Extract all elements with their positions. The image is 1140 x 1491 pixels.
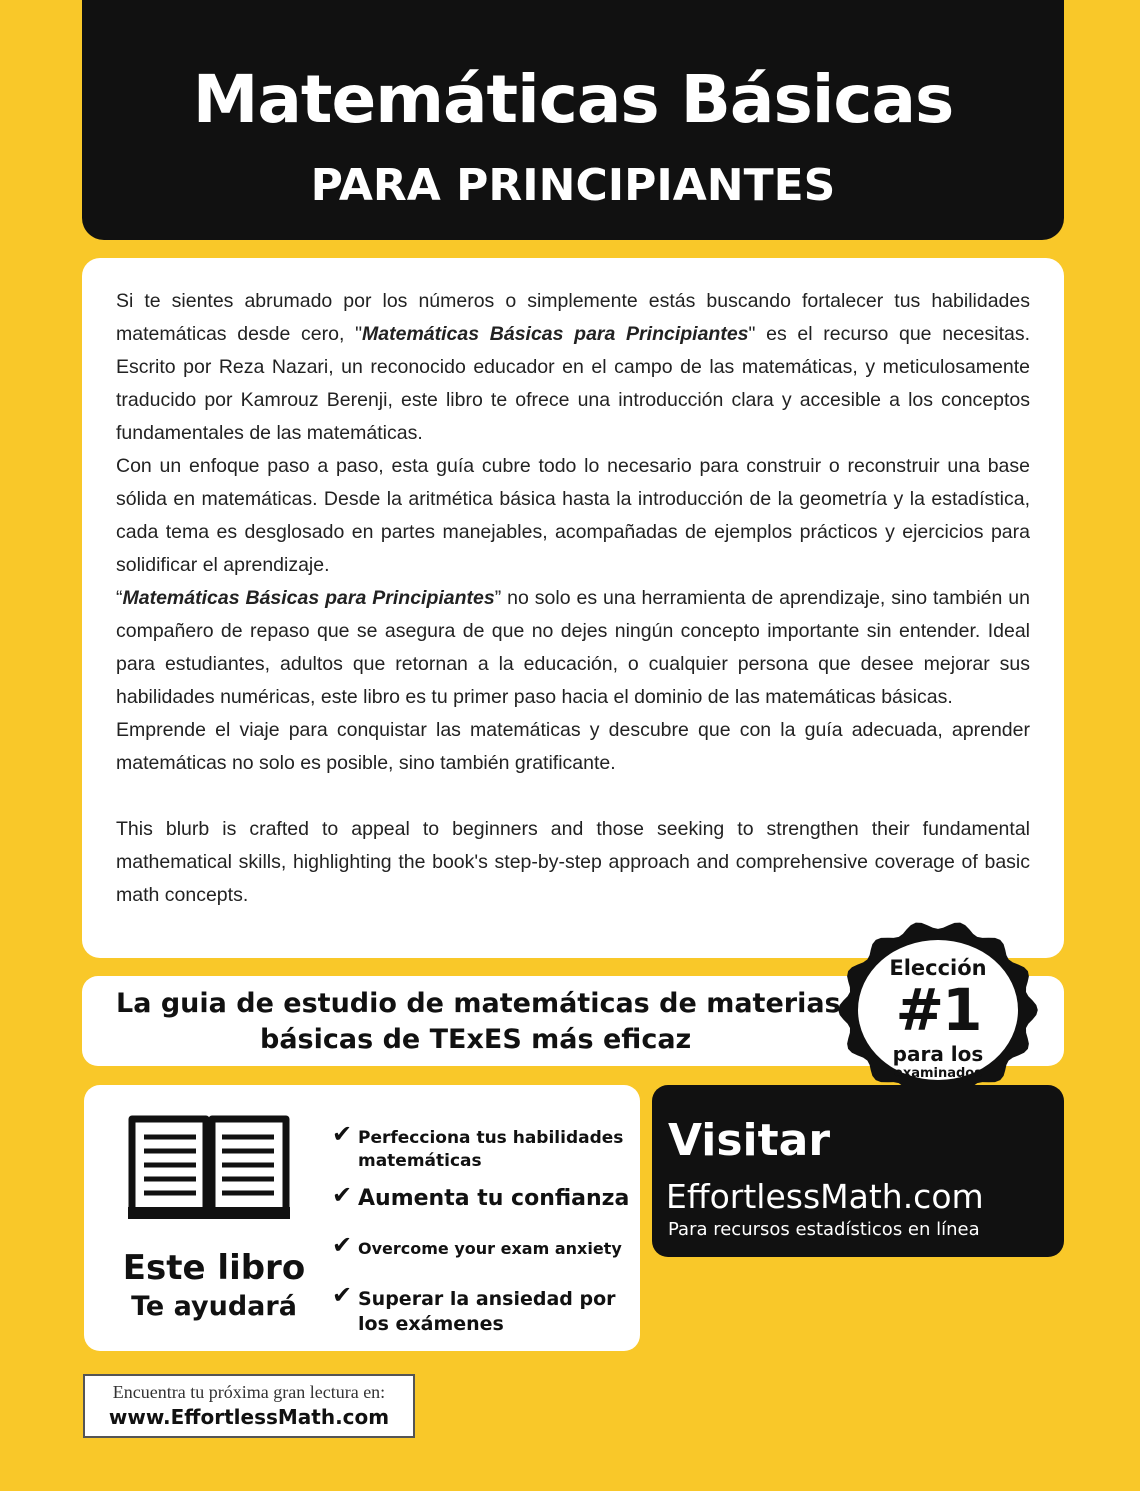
book-name-emphasis: Matemáticas Básicas para Principiantes — [362, 323, 749, 345]
helps-title-line-2: Te ayudará — [131, 1291, 297, 1322]
book-name-emphasis: Matemáticas Básicas para Principiantes — [122, 587, 495, 609]
badge-examinados: examinados — [894, 1066, 982, 1081]
blurb-text: “ — [116, 587, 123, 609]
tagline-line-1: La guia de estudio de matemáticas de materias — [116, 988, 841, 1019]
visit-note: Para recursos estadísticos en línea — [668, 1219, 980, 1240]
benefit-item — [332, 1181, 632, 1213]
check-icon: ✔ — [332, 1281, 353, 1309]
benefits-panel — [84, 1085, 640, 1351]
blurb-paragraph-3 — [116, 582, 1030, 714]
benefit-text: Aumenta tu confianza — [358, 1186, 630, 1211]
blurb-text: " es el recurso que necesitas. Escrito por Reza Nazari, un reconocido educador en el campo de las matemáticas, y meticulosamente traducido por Kamrouz Berenji, este libro te ofrece una introducción clara y accesible a los conceptos fundamentales de las matemáticas. — [116, 323, 1031, 444]
blurb-panel — [82, 258, 1064, 958]
badge-para-los: para los — [892, 1042, 984, 1066]
open-book-icon — [128, 1111, 290, 1223]
benefit-item — [332, 1231, 632, 1261]
blurb-paragraph-2: Con un enfoque paso a paso, esta guía cubre todo lo necesario para construir o reconstruir una base sólida en matemáticas. Desde la aritmética básica hasta la introducción de la geometría y la estadística, cada tema es desglosado en partes manejables, acompañadas de ejemplos prácticos y ejercicios para solidificar el aprendizaje. — [116, 455, 1030, 576]
blurb-paragraph-4: Emprende el viaje para conquistar las matemáticas y descubre que con la guía adecuada, aprender matemáticas no solo es posible, sino también gratificante. — [116, 719, 1030, 774]
benefit-text: Overcome your exam anxiety — [358, 1239, 622, 1258]
benefit-item — [332, 1281, 632, 1337]
visit-label: Visitar — [668, 1115, 831, 1166]
book-title: Matemáticas Básicas — [192, 61, 954, 138]
blurb-paragraph-5: This blurb is crafted to appeal to beginners and those seeking to strengthen their fundamental mathematical skills, highlighting the book's step-by-step approach and comprehensive coverage of basic math concepts. — [116, 818, 1030, 906]
footer-caption: Encuentra tu próxima gran lectura en: — [112, 1382, 386, 1402]
helps-title — [114, 1247, 314, 1325]
header-banner — [82, 0, 1064, 240]
number-one-badge — [838, 920, 1038, 1100]
visit-site[interactable]: EffortlessMath.com — [666, 1177, 984, 1216]
footer-url[interactable]: www.EffortlessMath.com — [108, 1405, 390, 1429]
blurb-text: ” no solo es una herramienta de aprendizaje, sino también un compañero de repaso que se asegura de que no dejes ningún concepto importante sin entender. Ideal para estudiantes, adultos que retornan a la educación, o cualquier persona que desee mejorar sus habilidades numéricas, este libro es tu primer paso hacia el dominio de las matemáticas básicas. — [116, 587, 1030, 708]
check-icon: ✔ — [332, 1120, 353, 1148]
benefit-item — [332, 1120, 632, 1173]
badge-number: #1 — [895, 976, 981, 1044]
benefit-text: Superar la ansiedad por los exámenes — [358, 1288, 616, 1335]
visit-panel — [652, 1085, 1064, 1257]
book-subtitle: PARA PRINCIPIANTES — [310, 160, 836, 211]
helps-title-line-1: Este libro — [122, 1248, 306, 1288]
footer-box — [83, 1374, 415, 1438]
blurb-text: Si te sientes abrumado por los números o simplemente estás buscando fortalecer tus habilidades matemáticas desde cero, " — [116, 290, 1030, 345]
tagline-line-2: básicas de TExES más eficaz — [260, 1024, 692, 1055]
badge-eleccion: Elección — [889, 956, 987, 980]
check-icon: ✔ — [332, 1181, 353, 1209]
benefit-text: Perfecciona tus habilidades matemáticas — [358, 1128, 624, 1171]
blurb-paragraph-1 — [116, 285, 1030, 450]
check-icon: ✔ — [332, 1231, 353, 1259]
